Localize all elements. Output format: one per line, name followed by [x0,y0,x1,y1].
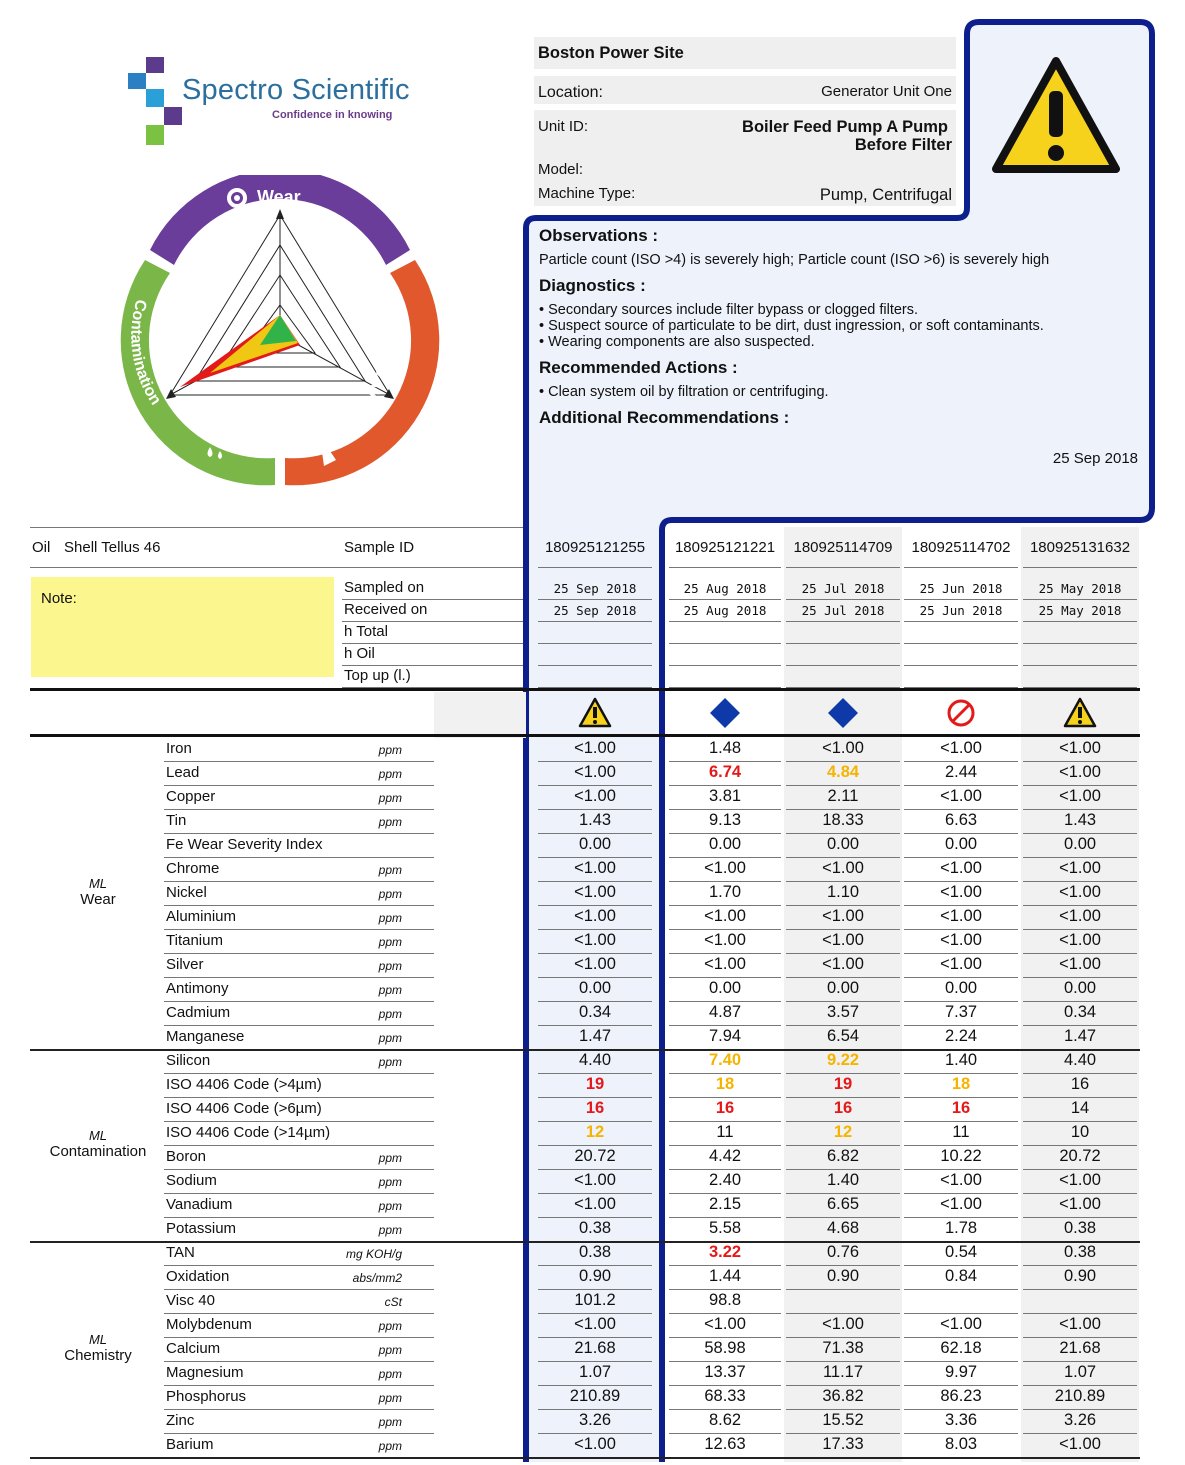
thick-divider [30,734,1140,737]
site-name: Boston Power Site [538,44,684,62]
sampled-date: 25 Jul 2018 [801,581,885,596]
value-cell: 0.00 [578,979,612,997]
location-value: Generator Unit One [821,83,952,100]
group-prefix: ML [88,876,108,891]
value-cell: <1.00 [940,1195,982,1213]
observations-title: Observations : [539,226,659,245]
value-cell: <1.00 [574,955,616,973]
value-cell: 71.38 [822,1339,864,1357]
value-cell: <1.00 [704,907,746,925]
value-cell: 2.40 [708,1171,742,1189]
sampled-date: 25 May 2018 [1038,581,1122,596]
value-cell: 13.37 [704,1363,746,1381]
received-date: 25 Jul 2018 [801,603,885,618]
wheel-contamination-label: Contamination [127,297,165,409]
value-cell: 15.52 [822,1411,864,1429]
value-cell: 18.33 [822,811,864,829]
value-cell: 6.63 [944,811,978,829]
row-label: Vanadium [166,1196,233,1213]
group-label: Wear [80,891,116,908]
value-cell: 1.47 [1063,1027,1097,1045]
value-cell: 9.97 [944,1363,978,1381]
value-cell: <1.00 [704,859,746,877]
row-unit: ppm [378,1319,402,1333]
value-cell: <1.00 [1059,859,1101,877]
value-cell: <1.00 [1059,763,1101,781]
recommended-title: Recommended Actions : [539,358,738,377]
note-box [31,577,334,677]
value-cell: <1.00 [1059,787,1101,805]
row-label: ISO 4406 Code (>6µm) [166,1100,322,1117]
row-label: Iron [166,740,192,757]
value-cell: 1.48 [708,739,742,757]
group-prefix: ML [88,1128,108,1143]
value-cell: 0.00 [1063,979,1097,997]
row-label: Silver [166,956,204,973]
value-cell: 3.26 [1063,1411,1097,1429]
value-cell: <1.00 [574,787,616,805]
row-label: Titanium [166,932,223,949]
value-cell: 16 [1070,1075,1090,1093]
row-unit: ppm [378,911,402,925]
row-unit: ppm [378,1055,402,1069]
value-cell: 0.38 [578,1243,612,1261]
row-label: ISO 4406 Code (>4µm) [166,1076,322,1093]
row-unit: ppm [378,791,402,805]
observations-text: Particle count (ISO >4) is severely high; Particle count (ISO >6) is severely high [539,252,1050,268]
value-cell: 0.90 [826,1267,860,1285]
value-cell: 16 [833,1099,853,1117]
value-cell: 0.38 [1063,1243,1097,1261]
value-cell: 8.62 [708,1411,742,1429]
diagnostics-title: Diagnostics : [539,276,646,295]
value-cell: 0.84 [944,1267,978,1285]
value-cell: <1.00 [574,859,616,877]
shade [434,692,526,738]
row-unit: ppm [378,1367,402,1381]
value-cell: 7.40 [708,1051,742,1069]
diagnostics-item: • Wearing components are also suspected. [539,334,815,350]
value-cell: <1.00 [822,739,864,757]
value-cell: 16 [715,1099,735,1117]
value-cell: 12 [833,1123,853,1141]
oil-value: Shell Tellus 46 [64,539,161,556]
value-cell: 1.44 [708,1267,742,1285]
value-cell: 16 [951,1099,971,1117]
row-unit: ppm [378,959,402,973]
sample-id: 180925121221 [674,539,776,556]
meta-label: h Total [344,623,388,640]
value-cell: 4.40 [578,1051,612,1069]
row-label: Boron [166,1148,207,1165]
value-cell: 0.00 [578,835,612,853]
row-label: Calcium [166,1340,221,1357]
row-label: Magnesium [166,1364,244,1381]
value-cell: 0.00 [708,835,742,853]
value-cell: 2.24 [944,1027,978,1045]
value-cell: 0.00 [826,979,860,997]
value-cell: 6.54 [826,1027,860,1045]
value-cell: 58.98 [704,1339,746,1357]
value-cell: 0.00 [826,835,860,853]
warning-icon [1063,696,1097,730]
value-cell: 18 [951,1075,971,1093]
value-cell: 62.18 [940,1339,982,1357]
value-cell: 1.47 [578,1027,612,1045]
value-cell: <1.00 [574,763,616,781]
meta-label: Sampled on [344,579,425,596]
row-label: Oxidation [166,1268,230,1285]
value-cell: 101.2 [574,1291,616,1309]
value-cell: <1.00 [940,859,982,877]
value-cell: 11.17 [822,1363,864,1381]
value-cell: <1.00 [574,1195,616,1213]
value-cell: 4.42 [708,1147,742,1165]
row-unit: ppm [378,1151,402,1165]
value-cell: 2.11 [827,787,859,805]
row-label: Copper [166,788,216,805]
row-label: Visc 40 [166,1292,215,1309]
sampled-date: 25 Aug 2018 [683,581,767,596]
logo-name: Spectro Scientific [182,74,410,106]
value-cell: 4.68 [826,1219,860,1237]
value-cell: <1.00 [940,787,982,805]
value-cell: 0.34 [578,1003,612,1021]
value-cell: <1.00 [940,1171,982,1189]
row-unit: ppm [378,983,402,997]
value-cell: <1.00 [1059,955,1101,973]
warning-icon [578,696,612,730]
value-cell: 11 [716,1123,734,1141]
sample-id: 180925131632 [1029,539,1131,556]
unit-value-2: Before Filter [854,136,952,154]
row-unit: ppm [378,815,402,829]
received-date: 25 Sep 2018 [553,603,637,618]
value-cell: <1.00 [574,931,616,949]
prohibited-icon [944,696,978,730]
row-unit: ppm [378,863,402,877]
unit-label: Unit ID: [538,118,589,135]
value-cell: <1.00 [1059,931,1101,949]
sample-id: 180925121255 [544,539,646,556]
value-cell: <1.00 [940,955,982,973]
value-cell: <1.00 [574,1435,616,1453]
value-cell: 5.58 [708,1219,742,1237]
row-label: Silicon [166,1052,211,1069]
report-date: 25 Sep 2018 [1052,450,1138,467]
value-cell: 0.76 [826,1243,860,1261]
row-label: Sodium [166,1172,217,1189]
value-cell: 210.89 [569,1387,621,1405]
row-label: Nickel [166,884,207,901]
value-cell: 3.26 [578,1411,612,1429]
row-label: Molybdenum [166,1316,252,1333]
diamond-icon [708,696,742,730]
meta-label: Received on [344,601,428,618]
value-cell: 86.23 [940,1387,982,1405]
row-unit: ppm [378,935,402,949]
value-cell: 1.78 [944,1219,978,1237]
value-cell: 0.00 [1063,835,1097,853]
value-cell: 4.84 [826,763,860,781]
received-date: 25 Jun 2018 [919,603,1003,618]
value-cell: 21.68 [574,1339,616,1357]
row-label: Manganese [166,1028,245,1045]
value-cell: 20.72 [1059,1147,1101,1165]
machine-type-value: Pump, Centrifugal [819,186,952,204]
value-cell: 2.44 [944,763,978,781]
group-prefix: ML [88,1332,108,1347]
row-unit: abs/mm2 [352,1271,402,1285]
row-label: Cadmium [166,1004,231,1021]
value-cell: 3.36 [944,1411,978,1429]
row-label: Lead [166,764,200,781]
row-unit: ppm [378,743,402,757]
value-cell: 11 [952,1123,970,1141]
machine-type-label: Machine Type: [538,185,636,202]
value-cell: 12.63 [704,1435,746,1453]
value-cell: <1.00 [1059,1195,1101,1213]
value-cell: 7.94 [708,1027,742,1045]
row-unit: ppm [378,1031,402,1045]
value-cell: <1.00 [940,931,982,949]
row-label: Fe Wear Severity Index [166,836,323,853]
value-cell: 9.22 [826,1051,860,1069]
value-cell: <1.00 [940,739,982,757]
sample-id-label: Sample ID [344,539,415,556]
group-label: Chemistry [64,1347,132,1364]
oil-label: Oil [32,539,51,556]
value-cell: 2.15 [708,1195,742,1213]
value-cell: 210.89 [1054,1387,1106,1405]
diagnostics-item: • Suspect source of particulate to be dirt, dust ingression, or soft contaminants. [539,318,1044,334]
received-date: 25 Aug 2018 [683,603,767,618]
row-unit: ppm [378,887,402,901]
meta-label: h Oil [344,645,375,662]
value-cell: <1.00 [1059,907,1101,925]
value-cell: 1.43 [578,811,612,829]
value-cell: 1.70 [708,883,742,901]
value-cell: 0.38 [1063,1219,1097,1237]
value-cell: <1.00 [574,1315,616,1333]
sample-id: 180925114709 [793,539,893,556]
row-unit: ppm [378,1343,402,1357]
sample-id: 180925114702 [911,539,1011,556]
value-cell: 3.81 [708,787,742,805]
warning-icon [990,55,1122,177]
row-unit: ppm [378,767,402,781]
value-cell: 19 [585,1075,605,1093]
value-cell: 17.33 [822,1435,864,1453]
row-label: Antimony [166,980,229,997]
value-cell: 1.40 [944,1051,978,1069]
model-label: Model: [538,161,584,178]
value-cell: 3.57 [826,1003,860,1021]
value-cell: 6.74 [708,763,742,781]
row-label: Potassium [166,1220,237,1237]
value-cell: <1.00 [1059,739,1101,757]
row-label: Barium [166,1436,214,1453]
row-unit: ppm [378,1415,402,1429]
row-label: Chrome [166,860,220,877]
value-cell: <1.00 [822,955,864,973]
value-cell: <1.00 [940,907,982,925]
value-cell: <1.00 [822,1315,864,1333]
wheel-chemistry-label: Chemistry & Viscosity [328,279,394,447]
row-label: TAN [166,1244,195,1261]
row-label: Zinc [166,1412,195,1429]
value-cell: <1.00 [1059,1315,1101,1333]
value-cell: 7.37 [944,1003,978,1021]
unit-value-1: Boiler Feed Pump A Pump [742,118,948,136]
value-cell: <1.00 [574,739,616,757]
received-date: 25 May 2018 [1038,603,1122,618]
value-cell: 98.8 [708,1291,742,1309]
meta-label: Top up (l.) [344,667,411,684]
value-cell: <1.00 [704,931,746,949]
note-label: Note: [41,590,77,607]
value-cell: <1.00 [704,1315,746,1333]
value-cell: 6.65 [826,1195,860,1213]
row-unit: ppm [378,1223,402,1237]
location-label: Location: [538,84,603,101]
value-cell: 4.87 [708,1003,742,1021]
value-cell: 1.10 [826,883,860,901]
wheel-wear-label: Wear [257,187,301,207]
value-cell: 0.00 [944,979,978,997]
value-cell: <1.00 [574,907,616,925]
value-cell: 0.00 [944,835,978,853]
value-cell: 0.90 [1063,1267,1097,1285]
recommended-item: • Clean system oil by filtration or centrifuging. [539,384,829,400]
value-cell: <1.00 [704,955,746,973]
value-cell: 21.68 [1059,1339,1101,1357]
value-cell: 1.43 [1063,811,1097,829]
row-unit: mg KOH/g [345,1247,402,1261]
value-cell: <1.00 [822,907,864,925]
value-cell: 36.82 [822,1387,864,1405]
value-cell: 1.40 [826,1171,860,1189]
row-unit: ppm [378,1007,402,1021]
sampled-date: 25 Jun 2018 [919,581,1003,596]
value-cell: 9.13 [708,811,742,829]
row-unit: cSt [384,1295,402,1309]
value-cell: 0.00 [708,979,742,997]
sampled-date: 25 Sep 2018 [553,581,637,596]
value-cell: 1.07 [1063,1363,1097,1381]
logo-tagline: Confidence in knowing [272,109,393,121]
value-cell: 1.07 [578,1363,612,1381]
value-cell: 4.40 [1063,1051,1097,1069]
value-cell: <1.00 [1059,1435,1101,1453]
value-cell: <1.00 [940,883,982,901]
value-cell: 18 [715,1075,735,1093]
value-cell: 0.54 [944,1243,978,1261]
value-cell: <1.00 [1059,1171,1101,1189]
row-unit: ppm [378,1199,402,1213]
group-label: Contamination [49,1143,147,1160]
value-cell: 0.90 [578,1267,612,1285]
value-cell: <1.00 [822,859,864,877]
additional-title: Additional Recommendations : [539,408,790,427]
value-cell: <1.00 [940,1315,982,1333]
row-label: Phosphorus [166,1388,247,1405]
value-cell: 3.22 [708,1243,742,1261]
row-label: Tin [166,812,187,829]
value-cell: <1.00 [822,931,864,949]
value-cell: 12 [585,1123,605,1141]
value-cell: 16 [585,1099,605,1117]
diagnostics-item: • Secondary sources include filter bypass or clogged filters. [539,302,919,318]
thick-divider [30,688,1140,691]
status-wheel [110,175,440,495]
row-label: Aluminium [166,908,237,925]
value-cell: <1.00 [1059,883,1101,901]
value-cell: 10.22 [940,1147,982,1165]
logo-mark [126,55,186,150]
value-cell: 8.03 [944,1435,978,1453]
value-cell: <1.00 [574,883,616,901]
value-cell: 0.34 [1063,1003,1097,1021]
value-cell: <1.00 [574,1171,616,1189]
row-unit: ppm [378,1391,402,1405]
value-cell: 19 [833,1075,853,1093]
value-cell: 20.72 [574,1147,616,1165]
row-label: ISO 4406 Code (>14µm) [166,1124,331,1141]
value-cell: 14 [1070,1099,1090,1117]
value-cell: 68.33 [704,1387,746,1405]
value-cell: 0.38 [578,1219,612,1237]
row-unit: ppm [378,1175,402,1189]
diamond-icon [826,696,860,730]
value-cell: 6.82 [826,1147,860,1165]
value-cell: 10 [1070,1123,1090,1141]
row-unit: ppm [378,1439,402,1453]
